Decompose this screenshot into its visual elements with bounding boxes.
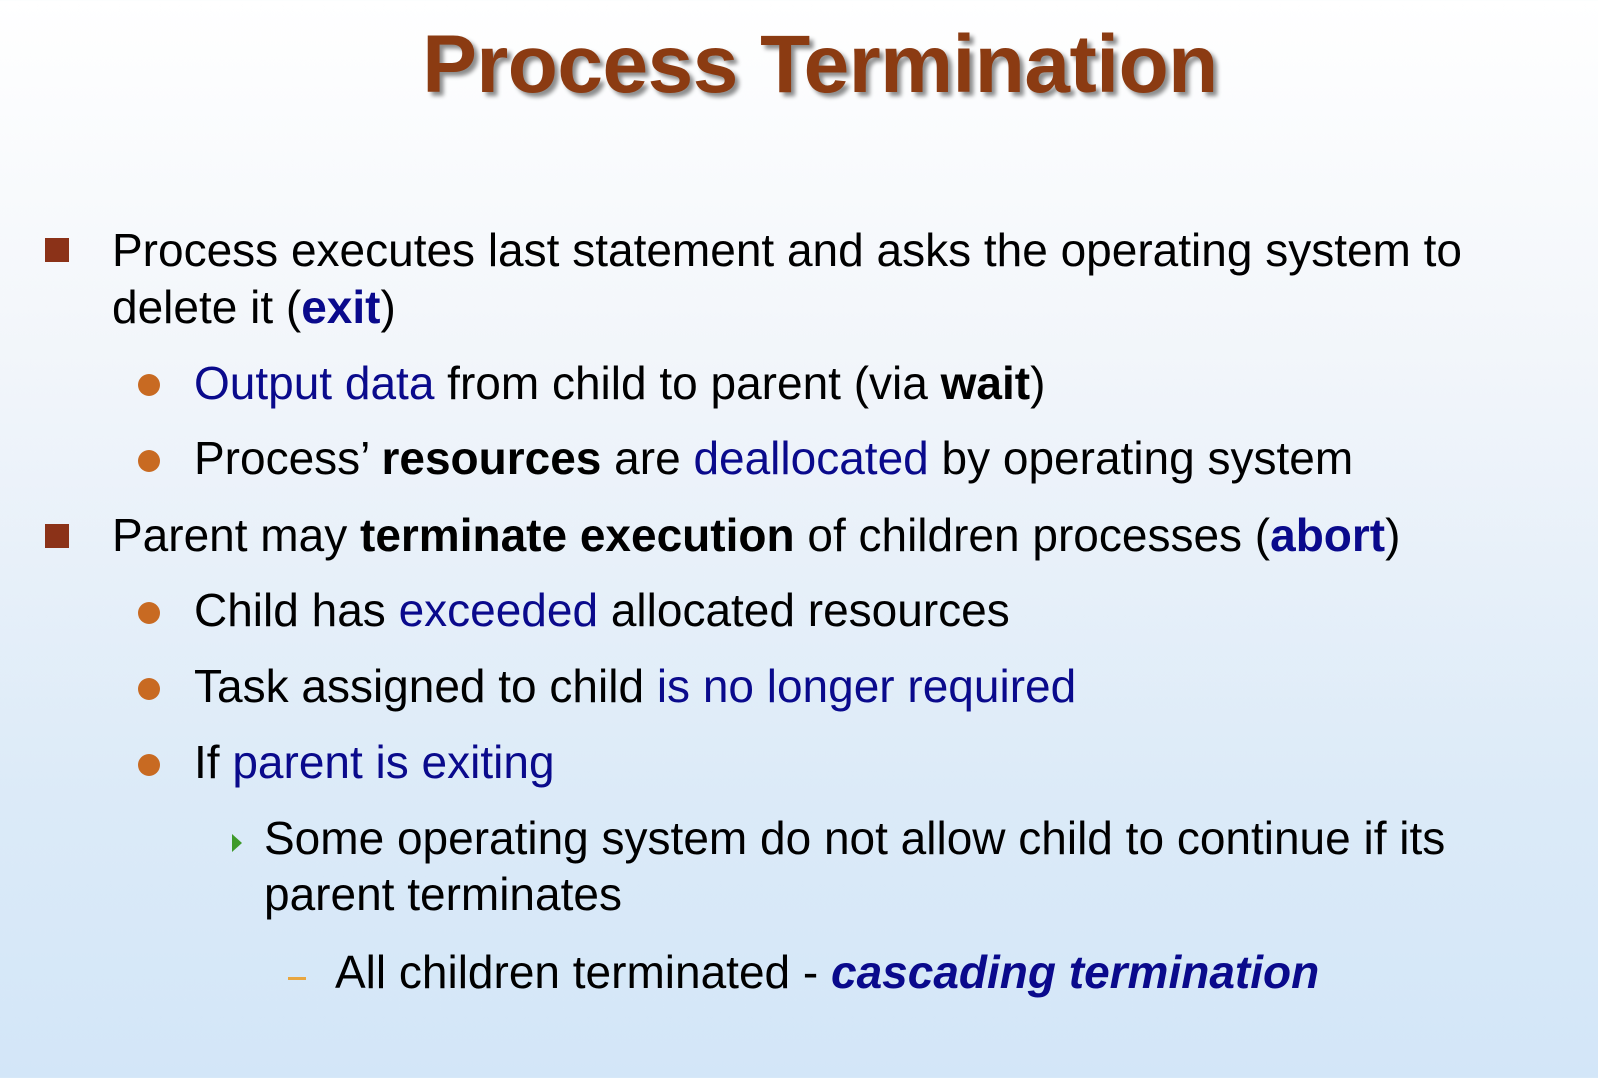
bullet-1-text-post: ) [380, 281, 396, 333]
output-data-text: Output data [194, 357, 435, 409]
sub-2-pre: Process’ [194, 432, 382, 484]
bullet-1-line-1 [112, 222, 1462, 278]
circle-bullet-icon [138, 754, 160, 776]
deallocated-text: deallocated [693, 432, 929, 484]
bullet-2-end: ) [1385, 509, 1401, 561]
b2-sub-1-end: allocated resources [598, 584, 1010, 636]
exit-keyword: exit [301, 281, 381, 333]
bullet-2-pre: Parent may [112, 509, 360, 561]
cascading-termination-keyword: cascading termination [830, 946, 1320, 998]
b2-sub-2-pre: Task assigned to child [194, 660, 657, 712]
bullet-2-sub-1 [194, 582, 1010, 638]
circle-bullet-icon [138, 602, 160, 624]
bullet-1-text: Process executes last statement and asks the operating system to [112, 224, 1463, 276]
circle-bullet-icon [138, 450, 160, 472]
bullet-1-text-pre: delete it ( [112, 281, 302, 333]
sub-sub-text-1: Some operating system do not allow child to continue if its [264, 812, 1446, 864]
triangle-bullet-icon [232, 834, 242, 852]
sub-2-mid: are [601, 432, 694, 484]
sub-2-end: by operating system [928, 432, 1354, 484]
slide-title: Process Termination [422, 19, 1218, 110]
bullet-1-sub-2 [194, 430, 1353, 486]
dash-bullet-icon [288, 977, 306, 980]
bullet-2-line [112, 507, 1400, 563]
square-bullet-icon [45, 238, 69, 262]
sub-sub-text-2: parent terminates [264, 868, 622, 920]
bullet-1-sub-1 [194, 355, 1045, 411]
terminate-execution-keyword: terminate execution [360, 509, 795, 561]
bullet-2-mid: of children processes ( [794, 509, 1271, 561]
sub-1-mid: from child to parent (via [434, 357, 941, 409]
sub-sub-sub-line [335, 944, 1319, 1000]
circle-bullet-icon [138, 374, 160, 396]
b2-sub-1-pre: Child has [194, 584, 399, 636]
sub-sub-line-1 [264, 810, 1445, 866]
bullet-2-sub-2 [194, 658, 1076, 714]
sub-sub-line-2 [264, 866, 622, 922]
cascading-pre: All children terminated - [335, 946, 831, 998]
circle-bullet-icon [138, 678, 160, 700]
parent-is-exiting-text: parent is exiting [232, 736, 555, 788]
abort-keyword: abort [1270, 509, 1386, 561]
b2-sub-3-pre: If [194, 736, 233, 788]
bullet-1-line-2 [112, 279, 396, 335]
resources-keyword: resources [381, 432, 602, 484]
bullet-2-sub-3 [194, 734, 555, 790]
square-bullet-icon [45, 524, 69, 548]
no-longer-required-text: is no longer required [656, 660, 1077, 712]
sub-1-end: ) [1030, 357, 1046, 409]
wait-keyword: wait [940, 357, 1031, 409]
exceeded-text: exceeded [398, 584, 599, 636]
